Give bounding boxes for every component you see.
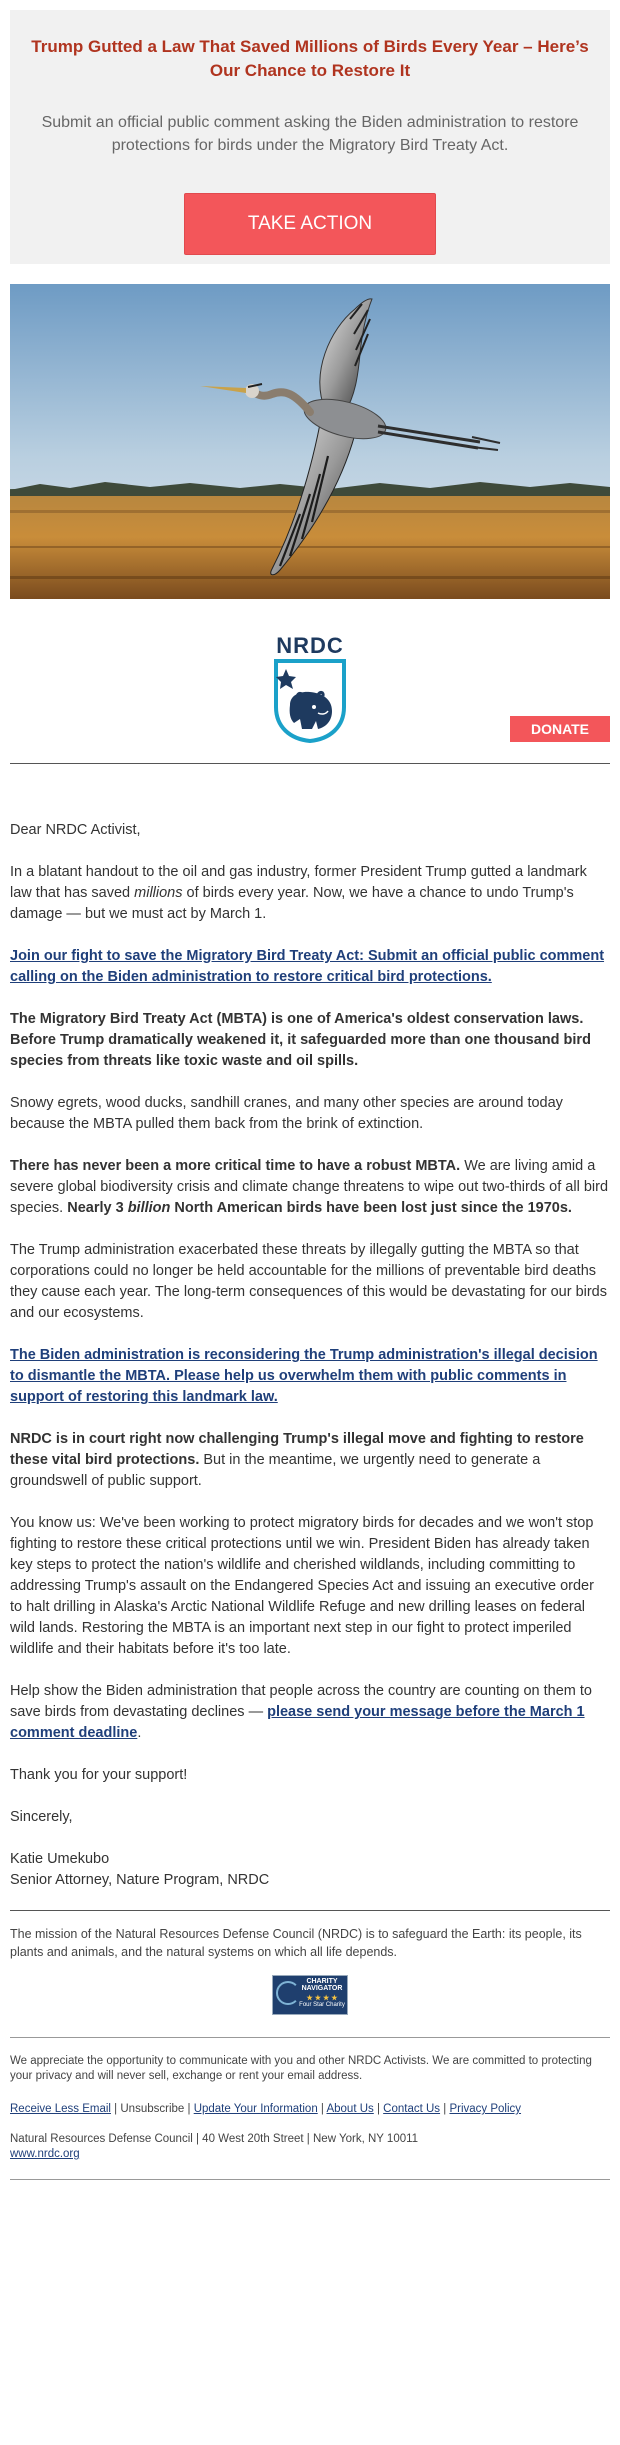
unsubscribe-text[interactable]: Unsubscribe — [120, 2103, 185, 2115]
intro-text-a: In a blatant handout to the oil and gas industry, former President Trump gutted a landmark law that has saved — [10, 864, 587, 901]
crisis-emphasis: billion — [127, 1200, 171, 1216]
take-action-button[interactable]: TAKE ACTION — [184, 193, 436, 255]
website-link[interactable]: www.nrdc.org — [10, 2148, 80, 2160]
charity-navigator-icon — [276, 1981, 300, 2005]
signer-name: Katie Umekubo — [10, 1851, 110, 1867]
badge-line-2: NAVIGATOR — [301, 1985, 343, 1992]
badge-line-1: CHARITY — [306, 1978, 338, 1985]
deadline-paragraph — [10, 1681, 610, 1744]
greeting: Dear NRDC Activist, — [10, 822, 141, 838]
reconsidering-link[interactable]: The Biden administration is reconsidering the Trump administration's illegal decision to dismantle the MBTA. Please help us overwhelm them with public comments in support of restoring this landmark law. — [10, 1347, 598, 1405]
badge-stars: ★ ★ ★ ★ — [306, 1995, 338, 2002]
nrdc-logo[interactable] — [272, 635, 348, 745]
letter-body — [10, 764, 610, 1891]
contact-us-link[interactable]: Contact Us — [383, 2103, 441, 2115]
link-separator: | — [317, 2103, 327, 2115]
footer-divider-2 — [10, 2179, 610, 2180]
deadline-text-a: Help show the Biden administration that people across the country are counting on them to save birds from devastating declines — — [10, 1683, 592, 1720]
crisis-bold-2a: Nearly 3 — [67, 1200, 128, 1216]
nrdc-wordmark: NRDC — [276, 633, 344, 658]
crisis-text: We are living amid a severe global biodiversity crisis and climate change threatens to wipe out two-thirds of all bird species. — [10, 1158, 609, 1216]
postal-address: Natural Resources Defense Council | 40 West 20th Street | New York, NY 10011 — [10, 2133, 419, 2145]
hero-title: Trump Gutted a Law That Saved Millions of Birds Every Year – Here’s Our Chance to Restore It — [31, 37, 589, 80]
court-paragraph — [10, 1429, 610, 1492]
heron-illustration — [10, 284, 610, 599]
know-us-paragraph: You know us: We've been working to protect migratory birds for decades and we won't stop fighting to restore these critical protections until we win. President Biden has already taken key steps to protect the nation's wildlife and cherished wildlands, including committing to addressing Trump's assault on the Endangered Species Act and issuing an executive order to halt drilling in Alaska's Arctic National Wildlife Refuge and new drilling leases on federal wild lands. Restoring the MBTA is an important next step in our fight to protect imperiled wildlife and their habitats before it's too late. — [10, 1515, 594, 1657]
trump-admin-paragraph: The Trump administration exacerbated these threats by illegally gutting the MBTA so that corporations could no longer be held accountable for the millions of preventable bird deaths they cause each year. The long-term consequences of this would be devastating for our birds and our ecosystems. — [10, 1242, 607, 1321]
intro-emphasis: millions — [134, 885, 183, 901]
join-fight-link[interactable]: Join our fight to save the Migratory Bird Treaty Act: Submit an official public comment calling on the Biden administration to restore critical bird protections. — [10, 948, 605, 985]
intro-paragraph — [10, 862, 610, 925]
thanks-line: Thank you for your support! — [10, 1767, 188, 1783]
badge-line-4: Four Star Charity — [299, 2002, 345, 2008]
charity-navigator-badge[interactable] — [272, 1975, 348, 2015]
privacy-policy-link[interactable]: Privacy Policy — [449, 2103, 522, 2115]
link-separator: | — [440, 2103, 450, 2115]
about-us-link[interactable]: About Us — [326, 2103, 374, 2115]
court-bold: NRDC is in court right now challenging Trump's illegal move and fighting to restore these vital bird protections. — [10, 1431, 584, 1468]
signoff-line: Sincerely, — [10, 1809, 73, 1825]
footer-links — [10, 2102, 610, 2117]
privacy-note: We appreciate the opportunity to communicate with you and other NRDC Activists. We are committed to protecting your privacy and will never sell, exchange or rent your email address. — [10, 2055, 592, 2082]
email-container — [10, 10, 610, 2180]
bear-shield-icon — [272, 657, 348, 743]
deadline-text-b: . — [137, 1725, 142, 1741]
update-info-link[interactable]: Update Your Information — [193, 2103, 318, 2115]
crisis-bold-2 — [67, 1200, 572, 1216]
send-message-link[interactable]: please send your message before the March 1 comment deadline — [10, 1704, 585, 1741]
crisis-bold: There has never been a more critical time to have a robust MBTA. — [10, 1158, 461, 1174]
mission-statement: The mission of the Natural Resources Defense Council (NRDC) is to safeguard the Earth: its people, its plants and animals, and the natural systems on which all life depends. — [10, 1927, 582, 1959]
spacer — [10, 2162, 610, 2179]
link-separator: | — [184, 2103, 194, 2115]
action-link-paragraph-1 — [10, 946, 610, 988]
spacer — [10, 1961, 610, 1975]
receive-less-email-link[interactable]: Receive Less Email — [10, 2103, 111, 2115]
donate-button[interactable]: DONATE — [510, 716, 610, 742]
crisis-paragraph — [10, 1156, 610, 1219]
court-text: But in the meantime, we urgently need to generate a groundswell of public support. — [10, 1452, 541, 1489]
mbta-paragraph: The Migratory Bird Treaty Act (MBTA) is one of America's oldest conservation laws. Before Trump dramatically weakened it, it safeguarded more than one thousand bird species from threats like toxic waste and oil spills. — [10, 1011, 591, 1069]
intro-text-b: of birds every year. Now, we have a chance to undo Trump's damage — but we must act by March 1. — [10, 885, 574, 922]
great-blue-heron-image[interactable] — [10, 284, 610, 599]
link-separator: | — [373, 2103, 384, 2115]
species-paragraph: Snowy egrets, wood ducks, sandhill cranes, and many other species are around today because the MBTA pulled them back from the brink of extinction. — [10, 1095, 563, 1132]
hero-subtitle: Submit an official public comment asking the Biden administration to restore protections for birds under the Migratory Bird Treaty Act. — [41, 114, 579, 154]
spacer — [10, 1891, 610, 1910]
link-separator: | — [110, 2103, 121, 2115]
brand-row — [10, 599, 610, 751]
website-line — [10, 2147, 610, 2162]
spacer — [10, 751, 610, 763]
action-link-paragraph-2 — [10, 1345, 610, 1408]
spacer — [10, 2015, 610, 2037]
hero-section — [10, 10, 610, 264]
badge-text — [299, 1978, 345, 2009]
crisis-bold-2b: North American birds have been lost just since the 1970s. — [170, 1200, 572, 1216]
signer-title: Senior Attorney, Nature Program, NRDC — [10, 1872, 270, 1888]
